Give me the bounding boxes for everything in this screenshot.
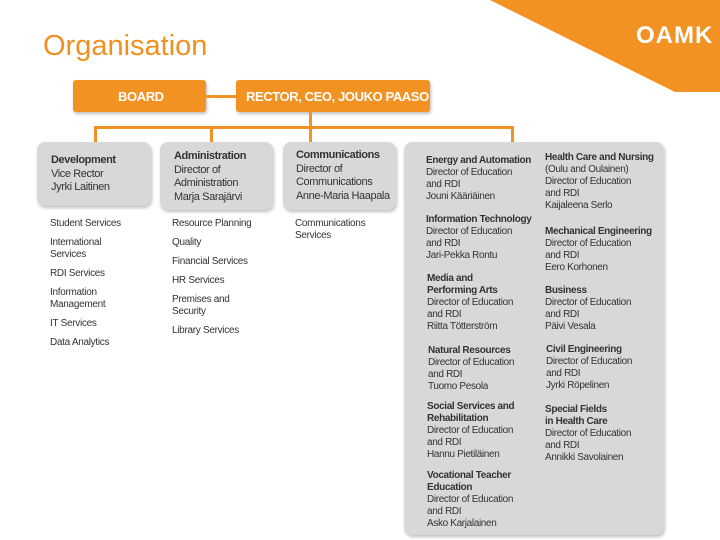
- development-heading: Development Vice Rector Jyrki Laitinen: [51, 154, 116, 193]
- list-item: IT Services: [50, 318, 97, 329]
- unit-information-technology: Information Technology Director of Education and RDI Jari-Pekka Rontu: [426, 214, 532, 261]
- list-item: Library Services: [172, 325, 239, 336]
- list-item: Quality: [172, 237, 202, 248]
- list-item: International Services: [50, 237, 102, 260]
- connector-development: [94, 126, 97, 142]
- list-item: Information Management: [50, 287, 106, 310]
- list-item: Communications Services: [295, 218, 366, 241]
- development-services: [50, 218, 136, 356]
- unit-special-fields-health-care: Special Fields in Health Care Director of Education and RDI Annikki Savolainen: [545, 404, 632, 463]
- unit-health-care-nursing: Health Care and Nursing (Oulu and Oulainen) Director of Education and RDI Kaijaleena Serlo: [545, 152, 654, 211]
- unit-natural-resources: Natural Resources Director of Education and RDI Tuomo Pesola: [428, 345, 515, 392]
- board-box: BOARD: [73, 80, 206, 112]
- communications-heading: Communications Director of Communications Anne-Maria Haapala: [296, 149, 390, 202]
- administration-services: [172, 218, 262, 344]
- board-rector-connector: [206, 95, 236, 98]
- list-item: Data Analytics: [50, 337, 110, 348]
- unit-energy-automation: Energy and Automation Director of Education and RDI Jouni Kääriäinen: [426, 155, 532, 202]
- unit-media-performing-arts: Media and Performing Arts Director of Education and RDI Riitta Tötterström: [427, 273, 514, 332]
- unit-civil-engineering: Civil Engineering Director of Education and RDI Jyrki Röpelinen: [546, 344, 633, 391]
- horizontal-connector: [94, 126, 514, 129]
- connector-administration: [210, 126, 213, 142]
- oamk-logo: OAMK: [636, 22, 714, 49]
- administration-heading: Administration Director of Administration Marja Sarajärvi: [174, 150, 247, 203]
- unit-social-services-rehabilitation: Social Services and Rehabilitation Director of Education and RDI Hannu Pietiläinen: [427, 401, 515, 460]
- rector-box: RECTOR, CEO, JOUKO PAASO: [236, 80, 430, 112]
- unit-business: Business Director of Education and RDI Päivi Vesala: [545, 285, 632, 332]
- connector-units: [511, 126, 514, 142]
- list-item: HR Services: [172, 275, 225, 286]
- list-item: Financial Services: [172, 256, 248, 267]
- communications-services: [295, 218, 375, 249]
- list-item: Resource Planning: [172, 218, 252, 229]
- list-item: Student Services: [50, 218, 121, 229]
- unit-vocational-teacher-education: Vocational Teacher Education Director of Education and RDI Asko Karjalainen: [427, 470, 514, 529]
- connector-communications: [309, 126, 312, 142]
- page-title: Organisation: [43, 30, 208, 62]
- unit-mechanical-engineering: Mechanical Engineering Director of Education and RDI Eero Korhonen: [545, 226, 652, 273]
- list-item: Premises and Security: [172, 294, 230, 317]
- list-item: RDI Services: [50, 268, 105, 279]
